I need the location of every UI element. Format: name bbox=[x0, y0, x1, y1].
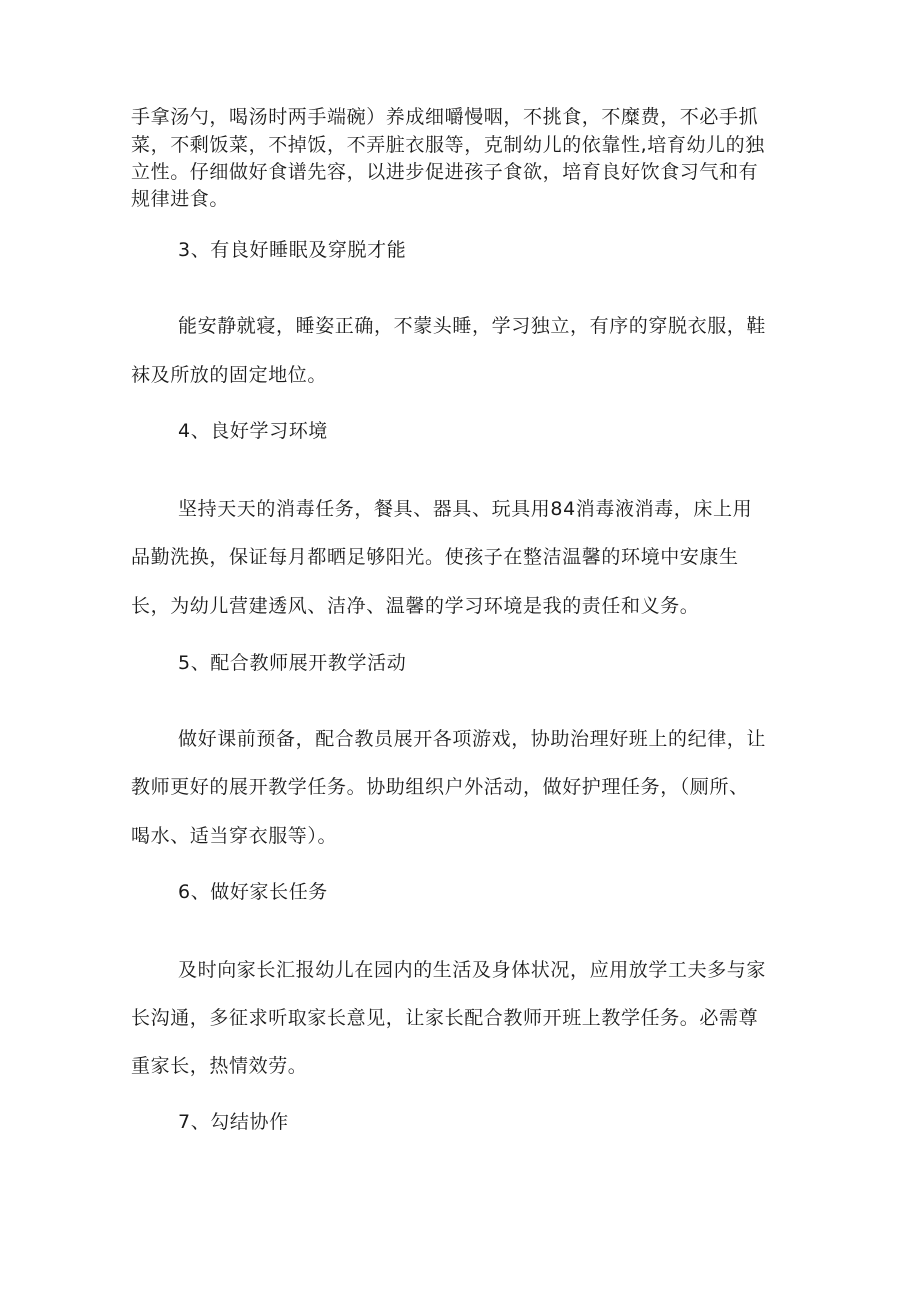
paragraph-line: 规律进食。 bbox=[131, 188, 230, 210]
paragraph-line: 及时向家长汇报幼儿在园内的生活及身体状况，应用放学工夫多与家 bbox=[178, 959, 767, 981]
section-heading: 5、配合教师展开教学活动 bbox=[178, 652, 407, 674]
paragraph-line: 教师更好的展开教学任务。协助组织户外活动，做好护理任务，（厕所、 bbox=[131, 776, 749, 798]
paragraph-line: 长，为幼儿营建透风、洁净、温馨的学习环境是我的责任和义务。 bbox=[131, 595, 700, 617]
paragraph-line: 袜及所放的固定地位。 bbox=[131, 364, 328, 386]
paragraph-line: 做好课前预备，配合教员展开各项游戏，协助治理好班上的纪律，让 bbox=[178, 728, 767, 750]
section-heading: 3、有良好睡眠及穿脱才能 bbox=[178, 239, 407, 261]
paragraph-line: 长沟通，多征求听取家长意见，让家长配合教师开班上教学任务。必需尊 bbox=[131, 1007, 759, 1029]
section-heading: 4、良好学习环境 bbox=[178, 420, 328, 442]
paragraph-line: 品勤洗换，保证每月都晒足够阳光。使孩子在整洁温馨的环境中安康生 bbox=[131, 546, 739, 568]
paragraph-line: 重家长，热情效劳。 bbox=[131, 1055, 308, 1077]
section-heading: 6、做好家长任务 bbox=[178, 881, 328, 903]
paragraph-line: 手拿汤勺，喝汤时两手端碗）养成细嚼慢咽，不挑食，不糜费，不必手抓 bbox=[131, 106, 759, 128]
paragraph-line: 坚持天天的消毒任务，餐具、器具、玩具用84消毒液消毒，床上用 bbox=[178, 498, 753, 520]
section-heading: 7、勾结协作 bbox=[178, 1111, 289, 1133]
paragraph-line: 喝水、适当穿衣服等）。 bbox=[131, 825, 338, 847]
paragraph-line: 立性。仔细做好食谱先容，以进步促进孩子食欲，培育良好饮食习气和有 bbox=[131, 161, 759, 183]
paragraph-line: 菜，不剩饭菜，不掉饭，不弄脏衣服等，克制幼儿的依靠性,培育幼儿的独 bbox=[131, 134, 765, 156]
paragraph-line: 能安静就寝，睡姿正确，不蒙头睡，学习独立，有序的穿脱衣服，鞋 bbox=[178, 315, 767, 337]
